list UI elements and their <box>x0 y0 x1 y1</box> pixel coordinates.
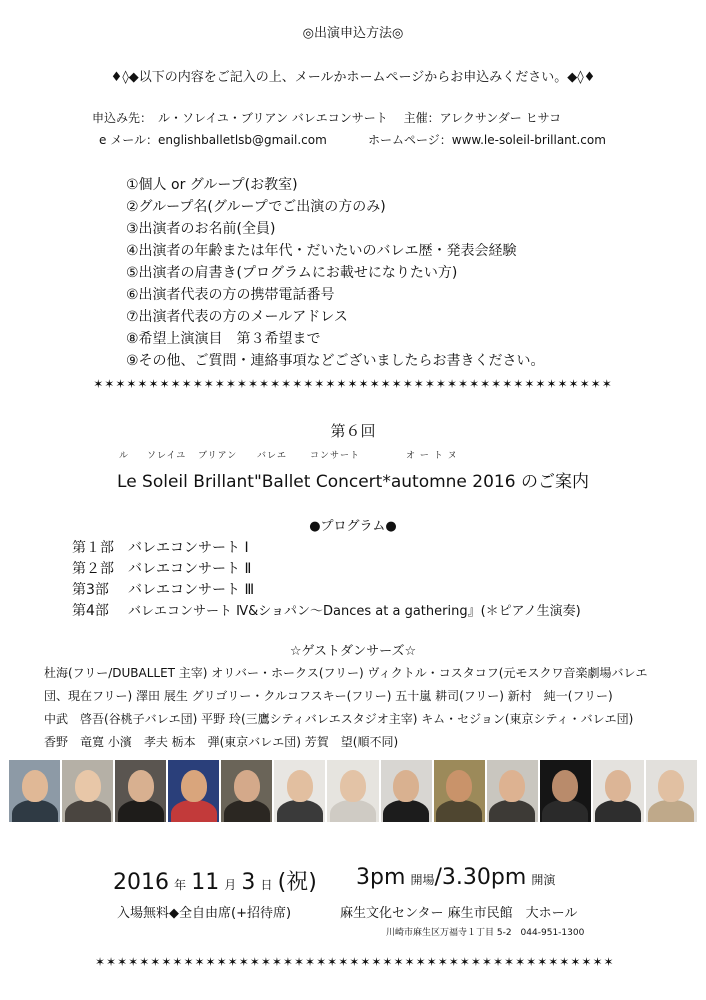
list-item: ②グループ名(グループでご出演の方のみ) <box>126 199 386 215</box>
list-item: ⑧希望上演演目 第３希望まで <box>126 331 321 347</box>
part-title: バレエコンサート Ⅳ&ショパン〜Dances at a gathering』(＊ピアノ生演奏) <box>128 604 581 619</box>
portrait-body <box>224 800 270 822</box>
venue-address: 川崎市麻生区万福寺１丁目 5-2 044-951-1300 <box>386 928 585 938</box>
concert-title: Le Soleil Brillant"Ballet Concert*automne 2016 のご案内 <box>117 472 589 492</box>
email-address: e メール：englishballetlsb@gmail.com <box>99 133 327 147</box>
ruby-text: オ ー ト ヌ <box>406 451 458 461</box>
portrait-head <box>287 770 313 802</box>
dancer-photo <box>381 760 432 822</box>
portrait-head <box>75 770 101 802</box>
program-heading: ●プログラム● <box>309 519 397 534</box>
list-item: ③出演者のお名前(全員) <box>126 221 276 237</box>
portrait-body <box>648 800 694 822</box>
portrait-head <box>340 770 366 802</box>
date-year: 2016 <box>113 870 169 895</box>
portrait-body <box>171 800 217 822</box>
event-date <box>113 865 317 896</box>
date-month-unit: 月 <box>224 878 237 892</box>
dancer-photo <box>540 760 591 822</box>
guest-list-line: 団、現在フリー) 澤田 展生 グリゴリー・クルコフスキー(フリー) 五十嵐 耕司(フリー) 新村 純一(フリー) <box>44 689 613 703</box>
portrait-head <box>234 770 260 802</box>
intro-text: ♦◊◆以下の内容をご記入の上、メールかホームページからお申込みください。◆◊♦ <box>110 70 596 85</box>
dancer-photo-strip <box>9 760 697 822</box>
portrait-head <box>128 770 154 802</box>
portrait-head <box>446 770 472 802</box>
dancer-photo <box>62 760 113 822</box>
part-title: バレエコンサート Ⅰ <box>128 540 249 556</box>
homepage-address: ホームページ：www.le-soleil-brillant.com <box>368 133 606 147</box>
start-label: 開演 <box>531 873 556 887</box>
star-divider: ✶✶✶✶✶✶✶✶✶✶✶✶✶✶✶✶✶✶✶✶✶✶✶✶✶✶✶✶✶✶✶✶✶✶✶✶✶✶✶✶✶✶✶✶✶✶✶ <box>95 955 615 969</box>
page-title: ◎出演申込方法◎ <box>302 26 404 41</box>
portrait-head <box>499 770 525 802</box>
portrait-body <box>12 800 58 822</box>
part-title: バレエコンサート Ⅱ <box>128 561 252 577</box>
dancer-photo <box>327 760 378 822</box>
portrait-body <box>436 800 482 822</box>
edition-label: 第６回 <box>330 422 376 440</box>
date-day: 3 <box>241 870 256 895</box>
dancer-photo <box>221 760 272 822</box>
date-holiday: (祝) <box>277 870 317 895</box>
portrait-head <box>181 770 207 802</box>
list-item: ⑦出演者代表の方のメールアドレス <box>126 309 348 325</box>
guest-list-line: 香野 竜寛 小濱 孝夫 栃本 弾(東京バレエ団) 芳賀 望(順不同) <box>44 735 399 749</box>
portrait-head <box>552 770 578 802</box>
portrait-head <box>393 770 419 802</box>
dancer-photo <box>274 760 325 822</box>
list-item: ⑤出演者の肩書き(プログラムにお載せになりたい方) <box>126 265 458 281</box>
dancer-photo <box>9 760 60 822</box>
date-year-unit: 年 <box>174 878 187 892</box>
dancer-photo <box>593 760 644 822</box>
ruby-text: ブリアン <box>198 451 238 461</box>
portrait-body <box>277 800 323 822</box>
list-item: ⑥出演者代表の方の携帯電話番号 <box>126 287 335 303</box>
portrait-body <box>65 800 111 822</box>
dancer-photo <box>115 760 166 822</box>
start-time: /3.30pm <box>434 865 527 890</box>
portrait-head <box>22 770 48 802</box>
open-time: 3pm <box>356 865 406 890</box>
dancer-photo <box>168 760 219 822</box>
part-number: 第１部 <box>72 540 114 556</box>
star-divider: ✶✶✶✶✶✶✶✶✶✶✶✶✶✶✶✶✶✶✶✶✶✶✶✶✶✶✶✶✶✶✶✶✶✶✶✶✶✶✶✶✶✶✶✶✶✶✶ <box>93 377 613 391</box>
dancer-photo <box>487 760 538 822</box>
portrait-body <box>330 800 376 822</box>
guest-list-line: 中武 啓吾(谷桃子バレエ団) 平野 玲(三鷹シティバレエスタジオ主宰) キム・セジョン(東京シティ・バレエ団) <box>44 712 634 726</box>
portrait-body <box>118 800 164 822</box>
dancer-photo <box>434 760 485 822</box>
portrait-head <box>658 770 684 802</box>
part-number: 第２部 <box>72 561 114 577</box>
portrait-body <box>542 800 588 822</box>
ruby-text: コンサート <box>310 451 361 461</box>
guest-list-line: 杜海(フリー/DUBALLET 主宰) オリバー・ホークス(フリー) ヴィクトル・コスタコフ(元モスクワ音楽劇場バレエ <box>44 666 648 680</box>
contact-line: 申込み先： ル・ソレイユ・ブリアン バレエコンサート 主催：アレクサンダー ヒサコ <box>92 111 562 125</box>
ruby-text: ソレイユ <box>147 451 187 461</box>
list-item: ⑨その他、ご質問・連絡事項などございましたらお書きください。 <box>126 353 545 369</box>
portrait-head <box>605 770 631 802</box>
part-number: 第4部 <box>72 603 109 619</box>
date-day-unit: 日 <box>260 878 273 892</box>
guests-heading: ☆ゲストダンサーズ☆ <box>289 644 417 659</box>
part-number: 第3部 <box>72 582 109 598</box>
date-month: 11 <box>191 870 220 895</box>
dancer-photo <box>646 760 697 822</box>
list-item: ①個人 or グループ(お教室) <box>126 177 298 193</box>
portrait-body <box>383 800 429 822</box>
portrait-body <box>489 800 535 822</box>
open-label: 開場 <box>410 873 435 887</box>
portrait-body <box>595 800 641 822</box>
ruby-text: バレエ <box>257 451 288 461</box>
part-title: バレエコンサート Ⅲ <box>128 582 255 598</box>
list-item: ④出演者の年齢または年代・だいたいのバレエ歴・発表会経験 <box>126 243 517 259</box>
ruby-text: ル <box>119 451 130 461</box>
admission-info: 入場無料◆全自由席(+招待席) <box>117 906 292 921</box>
venue-name: 麻生文化センター 麻生市民館 大ホール <box>340 906 578 921</box>
event-time <box>356 865 555 890</box>
